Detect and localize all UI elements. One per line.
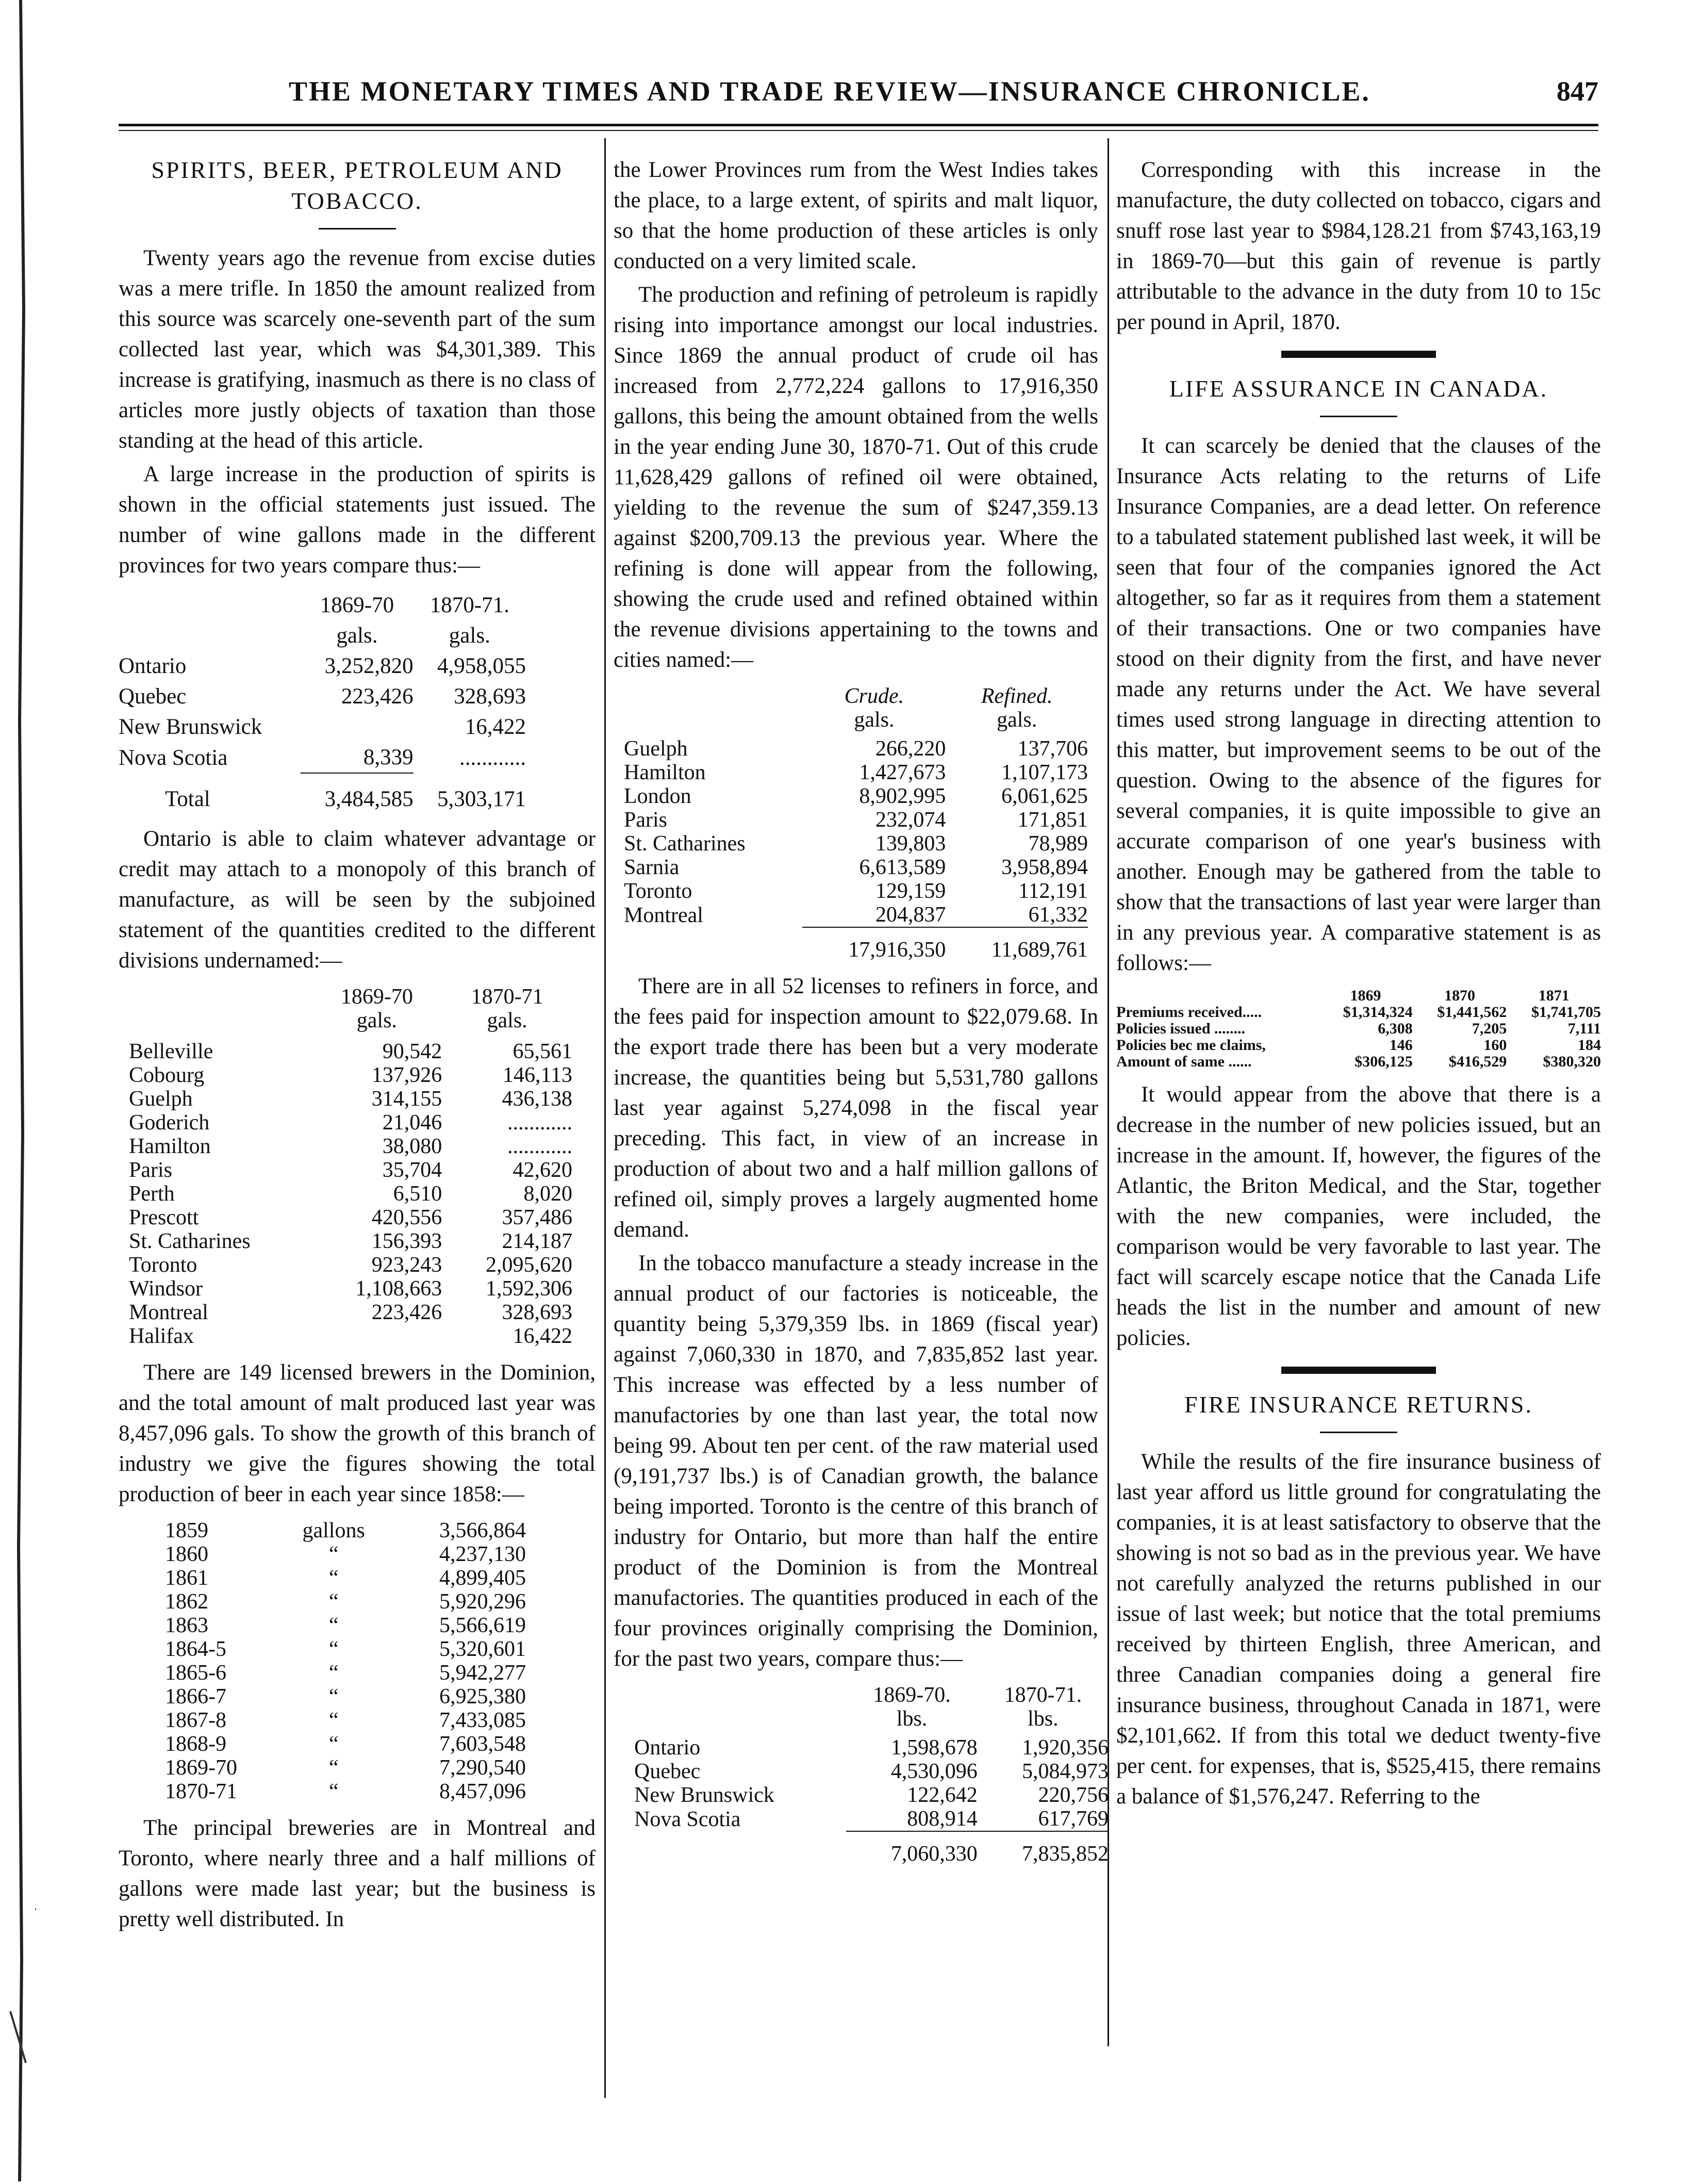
cell-value: 61,332 [1028,903,1088,927]
table-row [624,737,1088,761]
table-row [634,1807,1109,1831]
row-label: 1862 [165,1590,208,1614]
row-label: Sarnia [624,856,680,879]
heading-rule [319,228,396,229]
row-label: Perth [129,1182,175,1206]
binding-edge [0,0,36,2181]
paragraph: A large increase in the production of spirits is shown in the official statements just issued. The number of wine gallons made in the different provinces for two years compare thus:— [119,462,596,578]
cell-value: 146 [1389,1037,1413,1054]
row-label: New Brunswick [634,1783,774,1807]
table-row [165,1637,526,1661]
cell-value: “ [328,1709,339,1732]
cell-value: 1,598,678 [890,1736,978,1760]
cell-value: 1,427,673 [859,761,946,784]
paragraph: the Lower Provinces rum from the West Indies takes the place, to a large extent, of spirits and malt liquor, so that the home production of these articles is only conducted on a very limited scale. [614,158,1098,273]
cell-value: 357,486 [502,1206,572,1229]
row-label: Windsor [129,1277,203,1301]
table-row [129,1301,572,1324]
paragraph: Ontario is able to claim whatever advantage or credit may attach to a monopoly of this branch of manufacture, as will be seen by the subjoined statement of the quantities credited to the different divisions undernamed:— [119,827,596,973]
cell-value [312,1324,442,1348]
cell-value: “ [328,1661,339,1685]
table-row [165,1685,526,1709]
row-label: 1863 [165,1614,208,1637]
table-row [1116,1021,1601,1037]
table-row [165,1780,526,1803]
cell-value: 7,205 [1472,1020,1507,1037]
cell-value: 112,191 [1018,879,1088,903]
cell-value: “ [328,1637,339,1661]
cell-value: 232,074 [875,808,946,832]
table-header: 1869-70 [340,985,413,1009]
row-label: Montreal [129,1301,208,1324]
cell-value: 139,803 [875,832,946,856]
table-row [634,1736,1109,1760]
row-label: Montreal [624,904,703,927]
table-wine-by-province [119,590,526,814]
cell-value: $416,529 [1448,1053,1507,1070]
table-row: Quebec 223,426 328,693 [119,684,526,709]
paragraph: It can scarcely be denied that the clauses of the Insurance Acts relating to the returns of Life Insurance Companies, are a dead letter. On reference to a tabulated statement published last week, it will be seen that four of the companies ignored the Act altogether, so far as it requires from them a statement of their transactions. One or two companies have stood on their dignity from the first, and have never made any returns under the Act. We have several times used strong language in directing attention to this matter, but improvement seems to be out of the question. Owing to the absence of the figures for several companies, it is quite impossible to give an accurate comparison of one year's business with another. Enough may be gathered from the table to show that the transactions of last year were larger than in any previous year. A comparative statement is as follows:— [1116,434,1601,975]
cell-value: 16,422 [513,1324,572,1348]
row-label: Paris [129,1158,172,1182]
header-rule [119,124,1598,126]
table-row [129,1206,572,1229]
table-row [129,1063,572,1087]
table-row [634,1760,1109,1783]
table-row [129,1253,572,1277]
table-unit: gals. [997,708,1037,732]
cell-value: “ [328,1756,339,1780]
table-unit: gals. [449,623,490,648]
column-divider-1 [604,138,606,2098]
cell-value: 6,308 [1378,1020,1413,1037]
table-spirits-by-division [129,985,572,1348]
cell-value: 6,061,625 [1001,784,1088,808]
row-label: Goderich [129,1111,210,1135]
table-row [165,1732,526,1756]
table-row [624,832,1088,856]
cell-value: 21,046 [382,1111,442,1135]
cell-value: ............ [507,1135,572,1158]
cell-value: 156,393 [371,1229,442,1253]
cell-value: 420,556 [371,1206,442,1229]
table-header: 1870-71. [1004,1683,1082,1707]
row-label: Policies bec me claims, [1116,1037,1266,1054]
table-total-row: 17,916,350 11,689,761 [624,927,1088,962]
row-label: Halifax [129,1324,194,1348]
page-number: 847 [1557,76,1598,107]
table-row [1116,1037,1601,1054]
cell-value: 220,756 [1038,1783,1109,1807]
paragraph: Corresponding with this increase in the manufacture, the duty collected on tobacco, cigars and snuff rose last year to $984,128.21 from $743,163,19 in 1869-70—but this gain of revenue is partly attributable to the advance in the duty from 10 to 15c per pound in April, 1870. [1116,158,1601,334]
row-label: 1866-7 [165,1685,226,1709]
row-label: 1869-70 [165,1756,237,1780]
cell-value: 7,433,085 [439,1709,526,1732]
cell-value: 137,706 [1017,737,1088,761]
row-label: Prescott [129,1206,199,1229]
cell-value: 160 [1483,1037,1507,1054]
cell-value: ............ [507,1111,572,1135]
row-label: Toronto [624,879,692,903]
table-header: 1869-70. [873,1683,951,1707]
column-2 [614,155,1109,1875]
table-row [165,1661,526,1685]
table-petroleum-refining [624,684,1088,962]
row-label: Hamilton [624,761,706,784]
cell-value: 78,989 [1028,832,1088,856]
table-row [624,808,1088,832]
table-row: New Brunswick 16,422 [119,715,526,739]
cell-value: 8,902,995 [859,784,946,808]
cell-value: 2,095,620 [486,1253,572,1277]
table-life-assurance-comparison [1116,988,1601,1070]
row-label: 1870-71 [165,1780,237,1803]
cell-value: 1,920,356 [1022,1736,1109,1760]
row-label: Guelph [129,1087,193,1111]
cell-value: 7,111 [1567,1020,1601,1037]
row-label: 1860 [165,1542,208,1566]
table-row [165,1614,526,1637]
cell-value: 35,704 [382,1158,442,1182]
cell-value: 6,925,380 [439,1685,526,1709]
row-label: 1859 [165,1519,208,1542]
row-label: London [624,784,691,808]
cell-value: 90,542 [382,1040,442,1063]
row-label: Premiums received..... [1116,1004,1262,1021]
paragraph: The principal breweries are in Montreal and Toronto, where nearly three and a half millions of gallons were made last year; but the business is pretty well distributed. In [119,1816,596,1931]
table-header: 1870 [1444,987,1476,1004]
cell-value: “ [328,1780,339,1803]
table-unit: gals. [487,1009,527,1032]
table-row [624,903,1088,927]
cell-value: 314,155 [371,1087,442,1111]
table-row [129,1158,572,1182]
table-row [165,1542,526,1566]
cell-value: 4,899,405 [439,1566,526,1590]
table-row: Ontario 3,252,820 4,958,055 [119,654,526,678]
cell-value: 617,769 [1038,1807,1109,1831]
table-row [1116,1004,1601,1021]
cell-value: 8,457,096 [439,1780,526,1803]
cell-value: “ [328,1566,339,1590]
row-label: St. Catharines [129,1229,251,1253]
table-row [165,1756,526,1780]
table-beer-production [165,1519,526,1803]
table-total-row: Total 3,484,585 5,303,171 [165,787,526,811]
paragraph: It would appear from the above that there is a decrease in the number of new policies issued, but an increase in the amount. If, however, the figures of the Atlantic, the Briton Medical, and the Star, together with the new companies, were included, the comparison would be very favorable to last year. The fact will scarcely escape notice that the Canada Life heads the list in the number and amount of new policies. [1116,1082,1601,1350]
cell-value: “ [328,1542,339,1566]
row-label: Policies issued ........ [1116,1020,1246,1037]
row-label: 1867-8 [165,1709,226,1732]
row-label: Nova Scotia [634,1808,741,1831]
article-heading-life-assurance: LIFE ASSURANCE IN CANADA. [1169,375,1548,402]
table-unit: lbs. [896,1707,928,1731]
cell-value: 436,138 [502,1087,572,1111]
row-label: 1861 [165,1566,208,1590]
cell-value: 146,113 [503,1063,572,1087]
cell-value: gallons [302,1519,365,1542]
table-unit: lbs. [1028,1707,1059,1731]
table-row [165,1566,526,1590]
section-rule [1281,1367,1436,1374]
row-label: 1865-6 [165,1661,226,1685]
cell-value: “ [328,1590,339,1614]
table-header: 1871 [1538,987,1569,1004]
table-row [624,761,1088,784]
row-label: Guelph [624,737,688,761]
table-row [129,1182,572,1206]
paragraph: There are 149 licensed brewers in the Dominion, and the total amount of malt produced last year was 8,457,096 gals. To show the growth of this branch of industry we give the figures showing the total production of beer in each year since 1858:— [119,1360,596,1506]
cell-value: 808,914 [907,1807,978,1831]
cell-value: “ [328,1732,339,1756]
table-header: Refined. [981,684,1053,708]
table-row [129,1135,572,1158]
table-unit: gals. [336,623,378,648]
row-label: Belleville [129,1040,213,1063]
cell-value: 4,530,096 [890,1760,978,1783]
cell-value: 266,220 [875,737,946,761]
row-label: St. Catharines [624,832,746,856]
row-label: Paris [624,808,667,832]
table-row [129,1111,572,1135]
cell-value: 1,107,173 [1001,761,1088,784]
table-row [129,1040,572,1063]
column-3 [1116,155,1601,1812]
heading-rule [1320,1432,1397,1433]
table-header: Crude. [844,684,904,708]
cell-value: 171,851 [1017,808,1088,832]
section-rule [1281,351,1436,358]
cell-value: 1,592,306 [486,1277,572,1301]
table-row [129,1087,572,1111]
cell-value: “ [328,1614,339,1637]
cell-value: 5,566,619 [439,1614,526,1637]
cell-value: 42,620 [513,1158,572,1182]
row-label: 1868-9 [165,1732,226,1756]
cell-value: 3,566,864 [439,1519,526,1542]
table-row: Nova Scotia 8,339 ............ [119,742,526,773]
cell-value: 5,084,973 [1022,1760,1109,1783]
table-header: 1870-71. [429,593,509,617]
table-row [624,856,1088,879]
table-unit: gals. [854,708,895,732]
cell-value: 328,693 [502,1301,572,1324]
article-heading-fire-insurance: FIRE INSURANCE RETURNS. [1184,1391,1533,1418]
cell-value: 3,958,894 [1001,856,1088,879]
row-label: Hamilton [129,1135,211,1158]
cell-value: 214,187 [502,1229,572,1253]
cell-value: 5,920,296 [439,1590,526,1614]
cell-value: 6,613,589 [859,856,946,879]
cell-value: $380,320 [1543,1053,1601,1070]
cell-value: 5,320,601 [439,1637,526,1661]
cell-value: 38,080 [382,1135,442,1158]
row-label: Quebec [634,1760,701,1783]
cell-value: $1,314,324 [1343,1004,1413,1021]
header-rule-thin [119,130,1598,131]
page-header [119,72,1598,119]
heading-rule [1320,416,1397,417]
cell-value: 8,020 [523,1182,572,1206]
cell-value: 184 [1578,1037,1601,1054]
cell-value: 6,510 [393,1182,442,1206]
row-label: Ontario [634,1736,701,1760]
cell-value: 122,642 [907,1783,978,1807]
table-header: 1869 [1350,987,1381,1004]
table-tobacco-by-province [634,1683,1109,1866]
paragraph: In the tobacco manufacture a steady increase in the annual product of our factories is noticeable, the quantity being 5,379,359 lbs. in 1869 (fiscal year) against 7,060,330 in 1870, and 7,835,852 last year. This increase was effected by a less number of manufactories by one than last year, the total now being 99. About ten per cent. of the raw material used (9,191,737 lbs.) is of Canadian growth, the balance being imported. Toronto is the centre of this branch of industry for Ontario, but more than half the entire product of the Dominion is from the Montreal manufactories. The quantities produced in each of the four provinces originally comprising the Dominion, for the past two years, compare thus:— [614,1251,1098,1671]
journal-title: THE MONETARY TIMES AND TRADE REVIEW—INSURANCE CHRONICLE. [289,76,1370,107]
cell-value: $1,741,705 [1531,1004,1601,1021]
table-row [624,784,1088,808]
table-header: 1870-71 [471,985,543,1009]
table-total-row: 7,060,330 7,835,852 [634,1831,1109,1866]
cell-value: “ [328,1685,339,1709]
cell-value: 7,290,540 [439,1756,526,1780]
cell-value: 204,837 [875,903,946,927]
table-row [165,1709,526,1732]
table-row [624,879,1088,903]
table-row [1116,1054,1601,1070]
cell-value: 65,561 [513,1040,572,1063]
row-label: Amount of same ...... [1116,1053,1252,1070]
table-row [129,1229,572,1253]
cell-value: 5,942,277 [439,1661,526,1685]
cell-value: $1,441,562 [1437,1004,1507,1021]
cell-value: 129,159 [875,879,946,903]
cell-value: 7,603,548 [439,1732,526,1756]
article-heading-spirits: SPIRITS, BEER, PETROLEUM AND TOBACCO. [151,157,563,214]
table-row [129,1324,572,1348]
paragraph: The production and refining of petroleum is rapidly rising into importance amongst our local industries. Since 1869 the annual product of crude oil has increased from 2,772,224 gallons to 17,916,350 gallons, this being the amount obtained from the wells in the year ending June 30, 1870-71. Out of this crude 11,628,429 gallons of refined oil were obtained, yielding to the revenue the sum of $247,359.13 against $200,709.13 the previous year. Where the refining is done will appear from the following, showing the crude used and refined obtained within the revenue divisions appertaining to the towns and cities named:— [614,283,1098,672]
row-label: 1864-5 [165,1637,226,1661]
row-label: Cobourg [129,1063,205,1087]
cell-value: 137,926 [371,1063,442,1087]
cell-value: 4,237,130 [439,1542,526,1566]
paragraph: There are in all 52 licenses to refiners in force, and the fees paid for inspection amount to $22,079.68. In the export trade there has been but a very moderate increase, the quantities being but 5,531,780 gallons last year against 5,274,098 in the fiscal year preceding. This fact, in view of an increase in production of about two and a half million gallons of refined oil, simply proves a largely augmented home demand. [614,974,1098,1242]
table-row [165,1519,526,1542]
table-header: 1869-70 [320,593,394,617]
row-label: Toronto [129,1253,197,1277]
table-row [634,1783,1109,1807]
cell-value: $306,125 [1354,1053,1413,1070]
table-row [165,1590,526,1614]
column-1 [119,155,596,1934]
paragraph: Twenty years ago the revenue from excise duties was a mere trifle. In 1850 the amount realized from this source was scarcely one-seventh part of the sum collected last year, which was $4,301,389. This increase is gratifying, inasmuch as there is no class of articles more justly objects of taxation than those standing at the head of this article. [119,246,596,453]
cell-value: 223,426 [371,1301,442,1324]
cell-value: 923,243 [371,1253,442,1277]
cell-value: 1,108,663 [355,1277,442,1301]
table-row [129,1277,572,1301]
table-unit: gals. [356,1009,397,1032]
paragraph: While the results of the fire insurance business of last year afford us little ground for congratulating the companies, it is at least satisfactory to observe that the showing is not so bad as in the previous year. We have not carefully analyzed the returns published in our issue of last week; but notice that the total premiums received by thirteen English, three American, and three Canadian companies doing a general fire insurance business, throughout Canada in 1871, were $2,101,662. If from this total we deduct twenty-five per cent. for expenses, that is, $525,415, there remains a balance of $1,576,247. Referring to the [1116,1450,1601,1809]
